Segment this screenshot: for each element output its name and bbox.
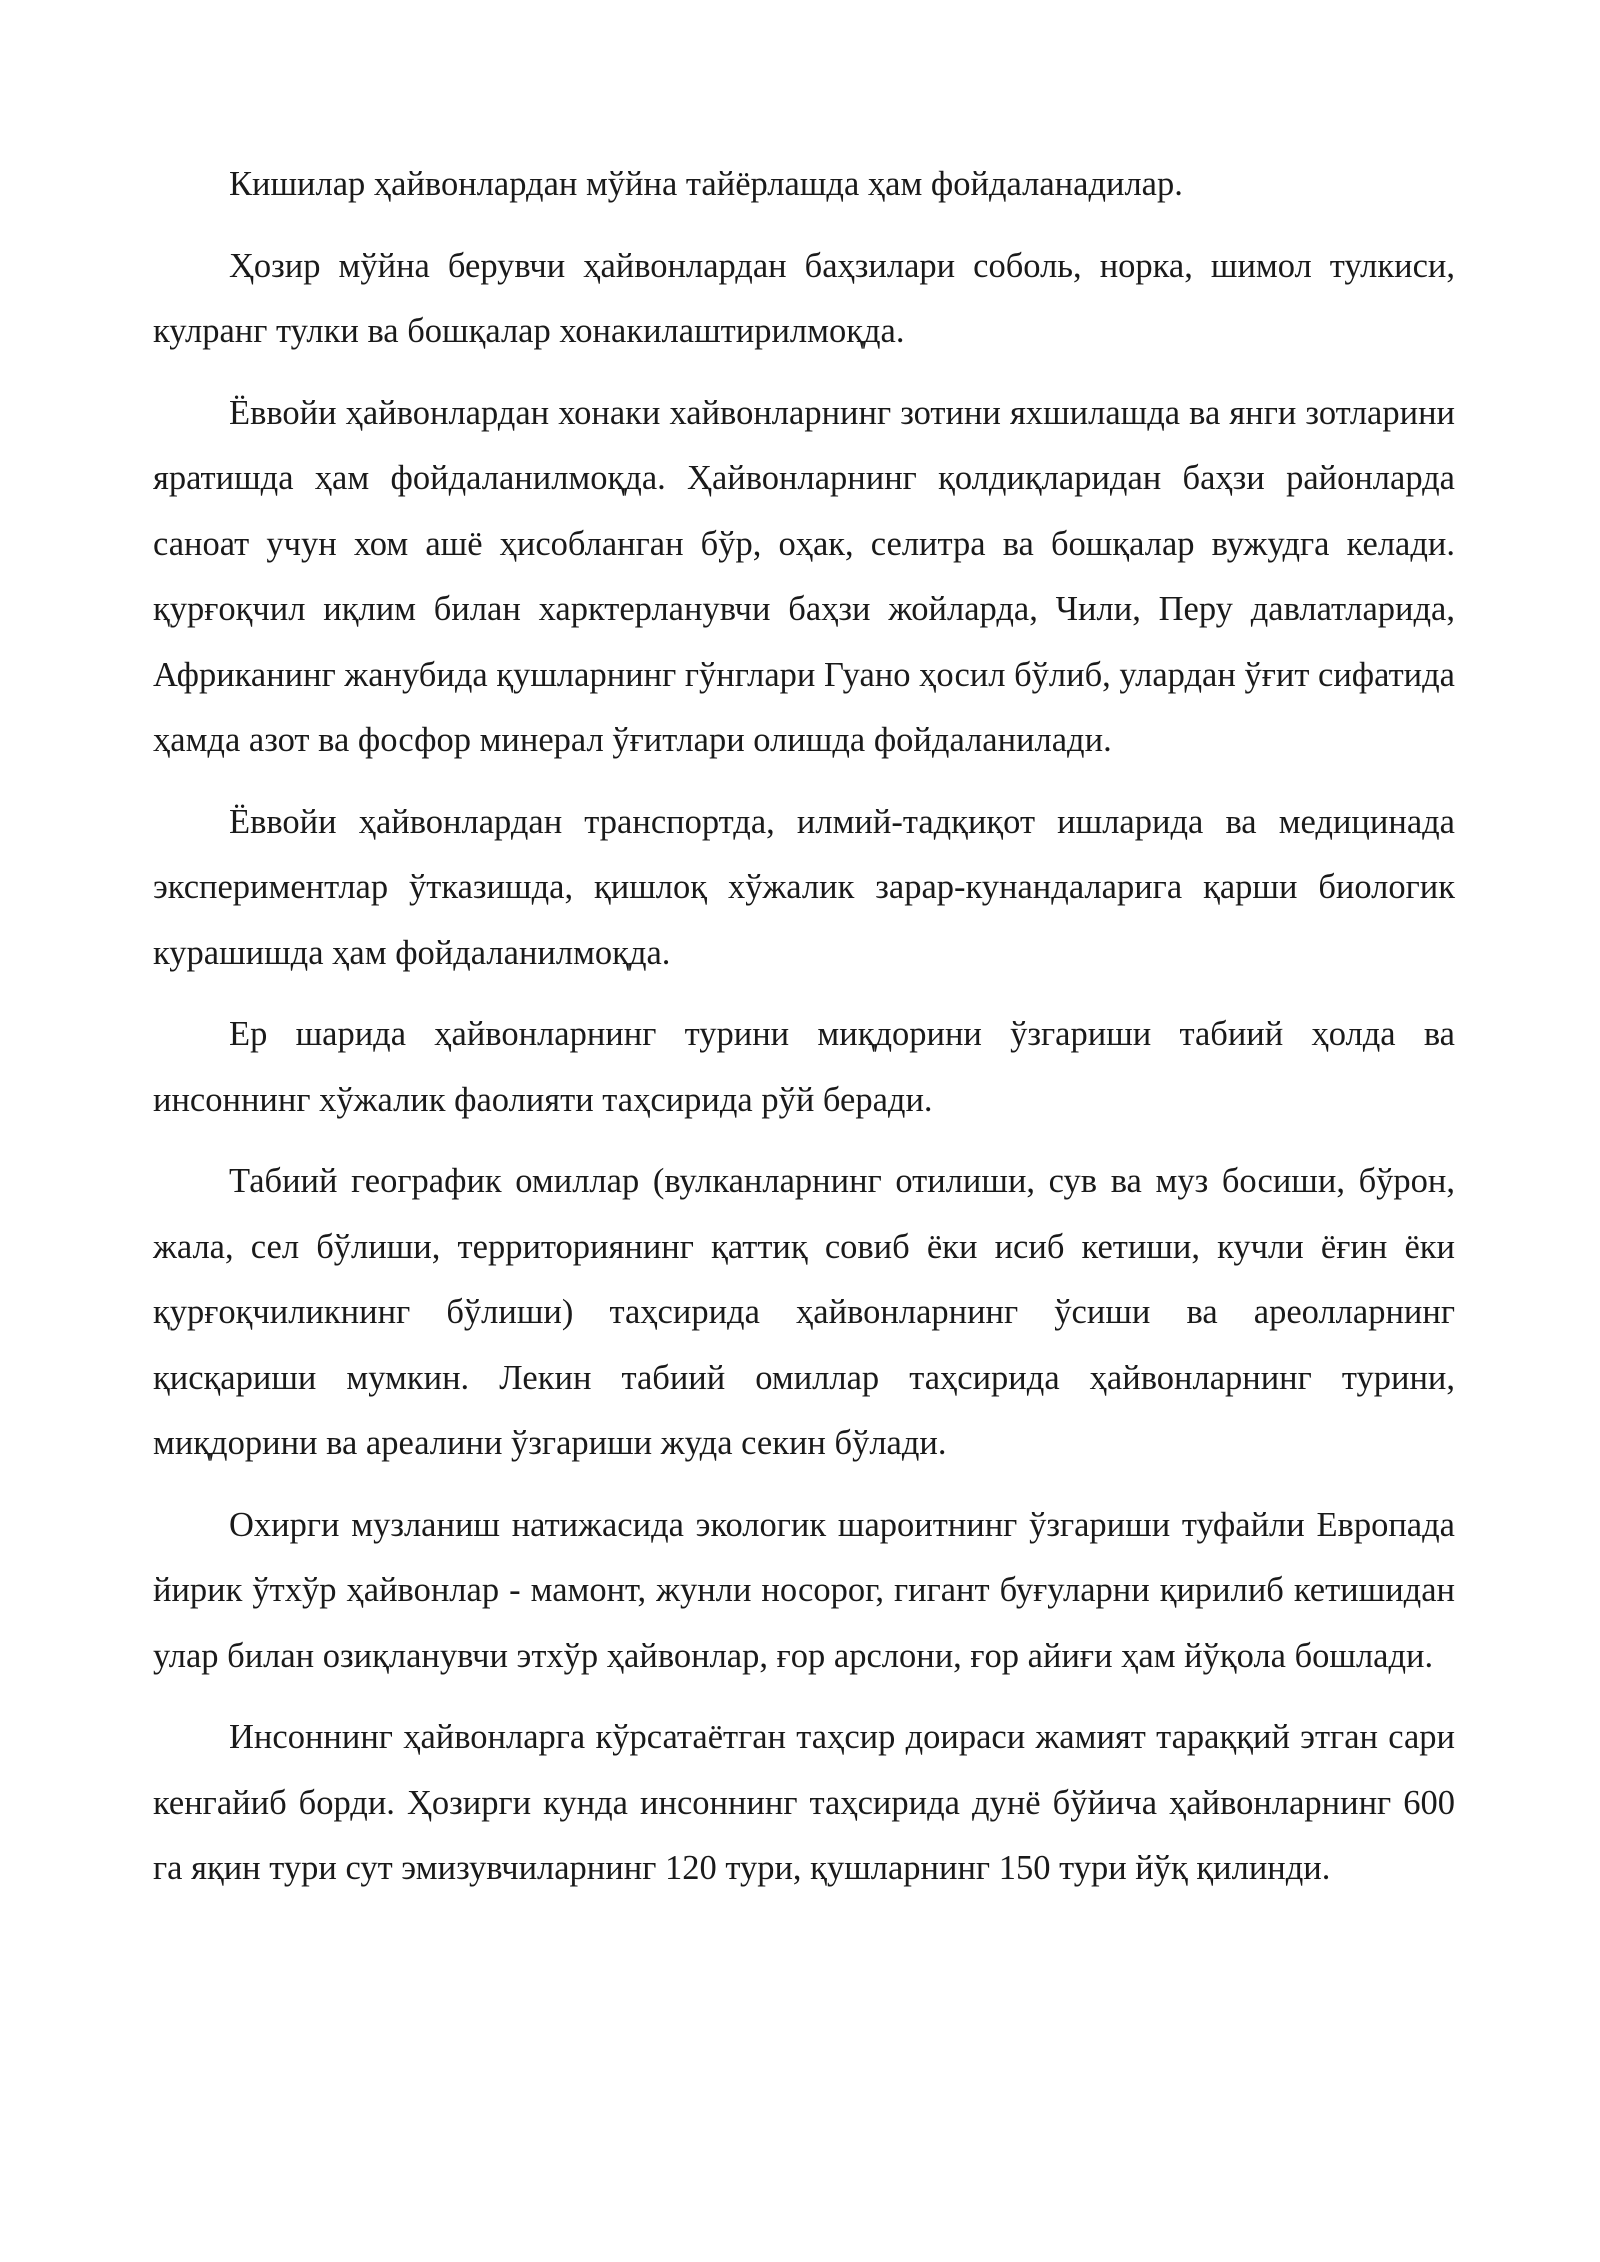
paragraph-3: Ёввойи ҳайвонлардан хонаки хайвонларнинг зотини яхшилашда ва янги зотларини яратишда ҳам фойдаланилмоқда. Ҳайвонларнинг қолдиқларидан баҳзи районларда саноат учун хом ашё ҳисобланган бўр, оҳак, селитра ва бошқалар вужудга келади. қурғоқчил иқлим билан харктерланувчи баҳзи жойларда, Чили, Перу давлатларида, Африканинг жанубида қушларнинг гўнглари Гуано ҳосил бўлиб, улардан ўғит сифатида ҳамда азот ва фосфор минерал ўғитлари олишда фойдаланилади. (153, 393, 1455, 759)
paragraph-4: Ёввойи ҳайвонлардан транспортда, илмий-тадқиқот ишларида ва медицинада экспериментлар ўтказишда, қишлоқ хўжалик зарар-кунандаларига қарши биологик курашишда ҳам фойдаланилмоқда. (153, 802, 1455, 972)
document-body (153, 152, 1455, 1918)
paragraph-2: Ҳозир мўйна берувчи ҳайвонлардан баҳзилари соболь, норка, шимол тулкиси, кулранг тулки ва бошқалар хонакилаштирилмоқда. (153, 246, 1455, 350)
paragraph-5: Ер шарида ҳайвонларнинг турини миқдорини ўзгариши табиий ҳолда ва инсоннинг хўжалик фаолияти таҳсирида рўй беради. (153, 1015, 1455, 1119)
paragraph-8: Инсоннинг ҳайвонларга кўрсатаётган таҳсир доираси жамият тараққий этган сари кенгайиб борди. Ҳозирги кунда инсоннинг таҳсирида дунё бўйича ҳайвонларнинг 600 га яқин тури сут эмизувчиларнинг 120 тури, қушларнинг 150 тури йўқ қилинди. (153, 1718, 1455, 1887)
paragraph-7: Охирги музланиш натижасида экологик шароитнинг ўзгариши туфайли Европада йирик ўтхўр ҳайвонлар - мамонт, жунли носорог, гигант буғуларни қирилиб кетишидан улар билан озиқланувчи этхўр ҳайвонлар, ғор арслони, ғор айиғи ҳам йўқола бошлади. (153, 1505, 1455, 1675)
paragraph-6: Табиий географик омиллар (вулканларнинг отилиши, сув ва муз босиши, бўрон, жала, сел бўлиши, территориянинг қаттиқ совиб ёки исиб кетиши, кучли ёғин ёки қурғоқчиликнинг бўлиши) таҳсирида ҳайвонларнинг ўсиши ва ареолларнинг қисқариши мумкин. Лекин табиий омиллар таҳсирида ҳайвонларнинг турини, миқдорини ва ареалини ўзгариши жуда секин бўлади. (153, 1162, 1455, 1462)
paragraph-1: Кишилар ҳайвонлардан мўйна тайёрлашда ҳам фойдаланадилар. (229, 165, 1183, 203)
